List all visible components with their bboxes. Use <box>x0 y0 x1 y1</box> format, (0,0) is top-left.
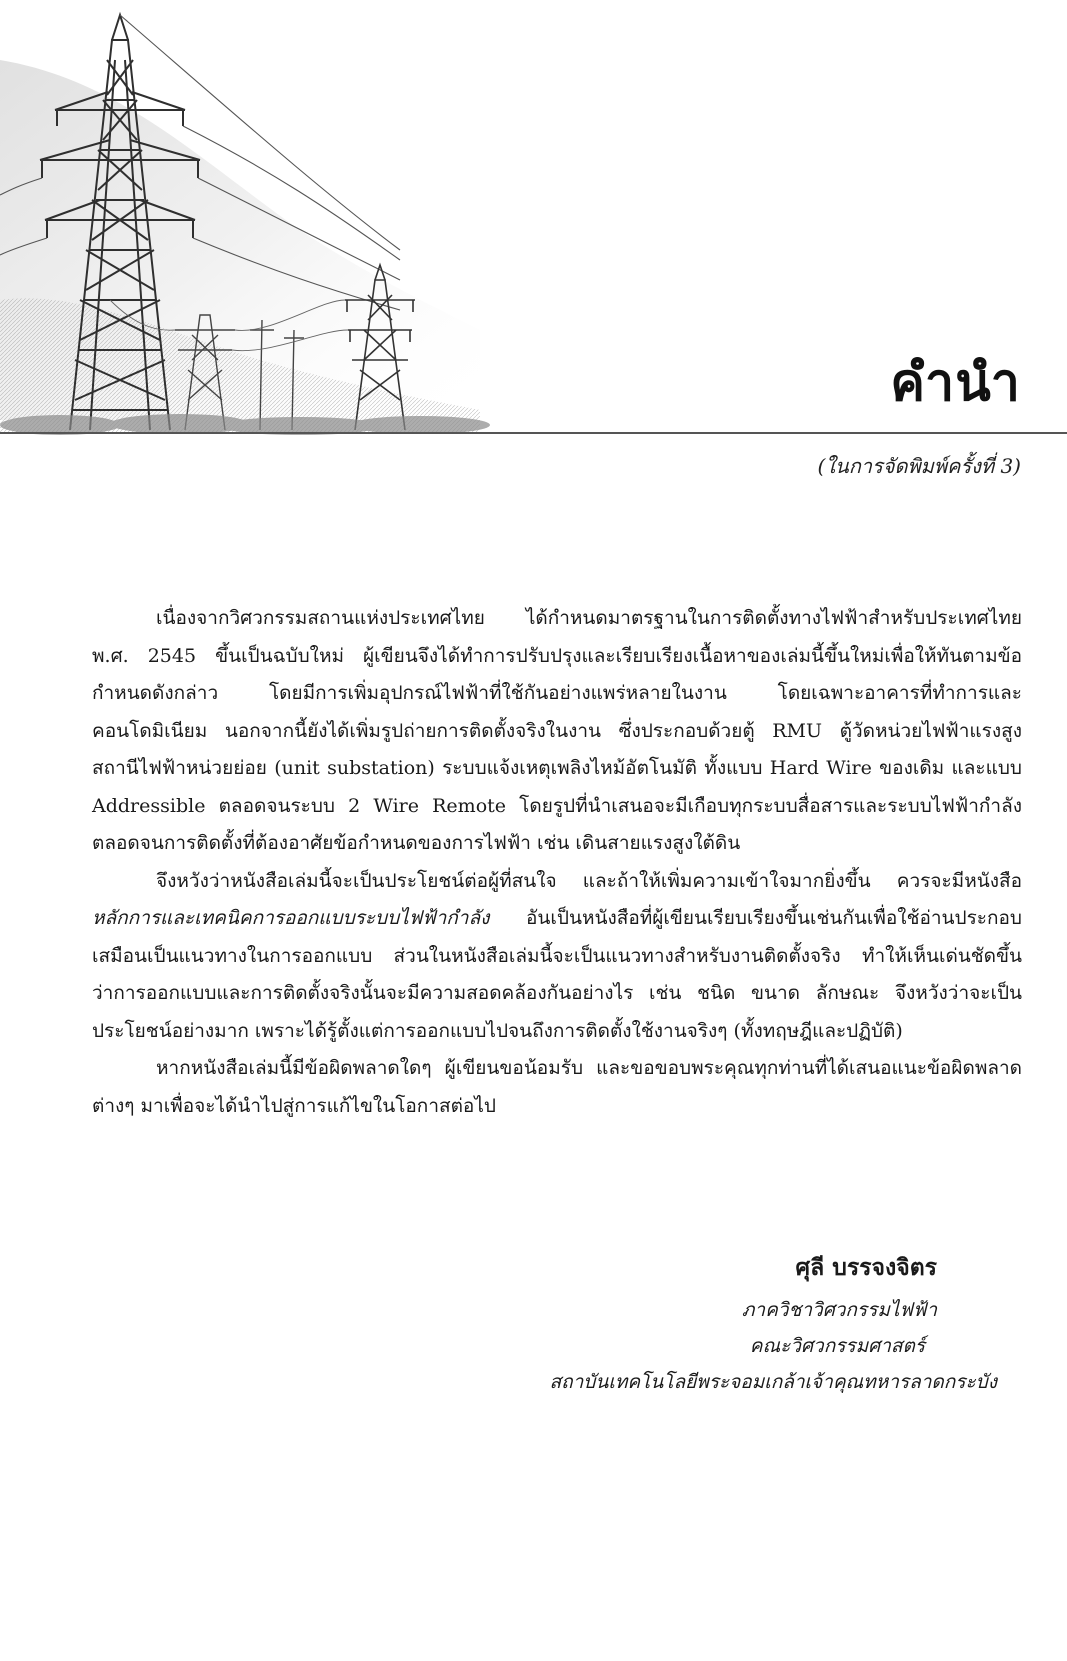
page-title: คำนำ <box>890 353 1021 413</box>
author-name: ศุลี บรรจงจิตร <box>795 1255 937 1281</box>
paragraph-2-intro: จึงหวังว่าหนังสือเล่มนี้จะเป็นประโยชน์ต่อผู้ที่สนใจ และถ้าให้เพิ่มความเข้าใจมากยิ่งขึ้น ควรจะมีหนังสือ <box>156 869 1022 892</box>
author-faculty: คณะวิศวกรรมศาสตร์ <box>749 1335 925 1357</box>
author-institution: สถาบันเทคโนโลยีพระจอมเกล้าเจ้าคุณทหารลาดกระบัง <box>549 1371 997 1393</box>
transmission-tower-icon <box>0 0 500 438</box>
paragraph-3: หากหนังสือเล่มนี้มีข้อผิดพลาดใดๆ ผู้เขียนขอน้อมรับ และขอขอบพระคุณทุกท่านที่ได้เสนอแนะข้อผิดพลาดต่างๆ มาเพื่อจะได้นำไปสู่การแก้ไขในโอกาสต่อไป <box>92 1057 1022 1117</box>
signature-block <box>397 1250 997 1400</box>
preface-body <box>92 600 1022 1125</box>
paragraph-2-rest: อันเป็นหนังสือที่ผู้เขียนเรียบเรียงขึ้นเช่นกันเพื่อใช้อ่านประกอบเสมือนเป็นแนวทางในการออกแบบ ส่วนในหนังสือเล่มนี้จะเป็นแนวทางสำหรับงานติดตั้งจริง ทำให้เห็นเด่นชัดขึ้นว่าการออกแบบและการติดตั้งจริงนั้นจะมีความสอดคล้องกันอย่างไร เช่น ชนิด ขนาด ลักษณะ จึงหวังว่าจะเป็นประโยชน์อย่างมาก เพราะได้รู้ตั้งแต่การออกแบบไปจนถึงการติดตั้งใช้งานจริงๆ (ทั้งทฤษฎีและปฏิบัติ) <box>92 907 1022 1042</box>
author-department: ภาควิชาวิศวกรรมไฟฟ้า <box>741 1299 937 1321</box>
title-divider <box>0 432 1067 434</box>
referenced-book-title: หลักการและเทคนิคการออกแบบระบบไฟฟ้ากำลัง <box>92 907 490 929</box>
edition-note: (ในการจัดพิมพ์ครั้งที่ 3) <box>817 454 1021 478</box>
paragraph-1: เนื่องจากวิศวกรรมสถานแห่งประเทศไทย ได้กำหนดมาตรฐานในการติดตั้งทางไฟฟ้าสำหรับประเทศไทย พ.ศ. 2545 ขึ้นเป็นฉบับใหม่ ผู้เขียนจึงได้ทำการปรับปรุงและเรียบเรียงเนื้อหาของเล่มนี้ขึ้นใหม่เพื่อให้ทันตามข้อกำหนดดังกล่าว โดยมีการเพิ่มอุปกรณ์ไฟฟ้าที่ใช้กันอย่างแพร่หลายในงาน โดยเฉพาะอาคารที่ทำการและคอนโดมิเนียม นอกจากนี้ยังได้เพิ่มรูปถ่ายการติดตั้งจริงในงาน ซึ่งประกอบด้วยตู้ RMU ตู้วัดหน่วยไฟฟ้าแรงสูง สถานีไฟฟ้าหน่วยย่อย (unit substation) ระบบแจ้งเหตุเพลิงไหม้อัตโนมัติ ทั้งแบบ Hard Wire ของเดิม และแบบ Addressible ตลอดจนระบบ 2 Wire Remote โดยรูปที่นำเสนอจะมีเกือบทุกระบบสื่อสารและระบบไฟฟ้ากำลัง ตลอดจนการติดตั้งที่ต้องอาศัยข้อกำหนดของการไฟฟ้า เช่น เดินสายแรงสูงใต้ดิน <box>92 607 1022 854</box>
paragraph-2 <box>92 863 1022 1051</box>
